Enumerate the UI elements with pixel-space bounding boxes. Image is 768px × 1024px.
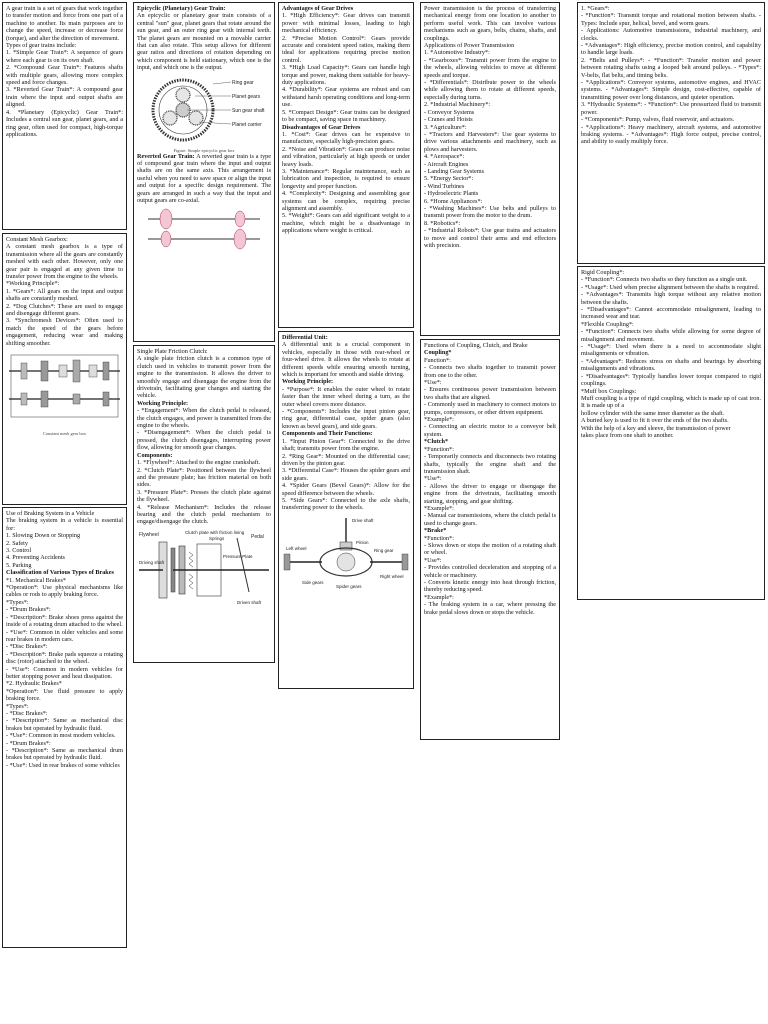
reverted-gear-figure — [144, 207, 264, 251]
epicyclic-panel: Epicyclic (Planetary) Gear Train: An epicyclic or planetary gear train consists of a central "sun" gear, planet gears that rotate around the sun gear, and an outer ring gear with internal teeth. The planet gears are mounted on a movable carrier that can also rotate. This setup allows for different gear ratios and directions of rotation depending on which component is held stationary, which one is the input, and which one is the output. Ring gear Planet gears Sun gear shaft Planet carrier Figure: Simple epicyclic gear box Reverted Gear Train: A reverted gear train is a type of compound gear train where the input and output shafts are on the same axis. This arrangement is useful when you need to save space or align the input and output for a specific design requirement. The gears are arranged in such a way that the input and output gears are co-axial. — [133, 2, 275, 342]
drive-shaft-label: Drive shaft — [352, 517, 374, 523]
springs-label: Springs — [209, 535, 225, 541]
ring-gear-label: Ring gear — [232, 79, 254, 86]
gears-belts-hydraulic-panel: 1. *Gears*: - *Function*: Transmit torque and rotational motion between shafts. - Types: Include spur, helical, bevel, and worm gears. - Applications: Automotive transmissions, industrial machinery, and clocks. - *Advantages*: High efficiency, precise motion control, and capability to handle large loads. 2. *Belts and Pulleys*: - *Function*: Transfer motion and power between rotating shafts using a looped belt around pulleys. - *Types*: V-belts, flat belts, and timing belts. - *Applications*: Conveyor systems, automotive engines, and HVAC systems. - *Advantages*: Simple design, cost-effective, capable of transmitting power over long distances, and quieter operation. 3. *Hydraulic Systems*: - *Function*: Use pressurized fluid to transmit power. - *Components*: Pump, valves, fluid reservoir, and actuators. - *Applications*: Heavy machinery, aircraft systems, and automotive braking systems. - *Advantages*: High force output, precise control, and ability to easily multiply force. — [577, 2, 765, 264]
pedal-label: Pedal — [251, 533, 264, 540]
side-gears-label: Side gears — [302, 579, 324, 585]
clutch-figure — [137, 528, 271, 608]
clutch-working-title: Working Principle: — [137, 399, 189, 407]
differential-title: Differential Unit: — [282, 334, 328, 341]
differential-figure — [282, 514, 410, 594]
power-transmission-panel: Power transmission is the process of transferring mechanical energy from one location to another to perform useful work. This can involve various mechanisms such as gears, belts, chains, shafts, and couplings. Applications of Power Transmission 1. *Automotive Industry*: - *Gearboxes*: Transmit power from the engine to the wheels, allowing vehicles to move at different speeds and torque. - *Differentials*: Distribute power to the wheels while allowing them to rotate at different speeds, especially during turns. 2. *Industrial Machinery*: - Conveyor Systems - Cranes and Hoists 3. *Agriculture*: - *Tractors and Harvesters*: Use gear systems to drive various attachments and machinery, such as plows and harvesters. 4. *Aerospace*: - Aircraft Engines - Landing Gear Systems 5. *Energy Sector*: - Wind Turbines - Hydroelectric Plants 6. *Home Appliances*: - *Washing Machines*: Use belts and pulleys to transmit power from the motor to the drum. 8. *Robotics*: - *Industrial Robots*: Use gear trains and actuators to move and control their arms and end effectors with precision. — [420, 2, 560, 336]
clutch-plate-label: Clutch plate with friction lining — [185, 529, 245, 535]
differential-working-title: Working Principle: — [282, 378, 334, 386]
right-wheel-label: Right wheel — [380, 573, 404, 579]
pinion-label: Pinion — [356, 539, 369, 545]
couplings-panel: Rigid Coupling*: - *Function*: Connects two shafts so they function as a single unit. - *Usage*: Used when precise alignment between the shafts is required. - *Advantages*: Transmits high torque without any relative motion between the shafts. - *Disadvantages*: Cannot accommodate misalignment, leading to increased wear and tear. *Flexible Coupling*: - *Function*: Connects two shafts while allowing for some degree of misalignment and movement. - *Usage*: Used when there is a need to accommodate slight misalignments or vibration. - *Advantages*: Reduces stress on shafts and bearings by absorbing misalignments and vibrations. - *Disadvantages*: Typically handles lower torque compared to rigid couplings. *Muff box Couplings: Muff coupling is a type of rigid coupling, which is made up of cast iron. It is made up of a hollow cylinder with the same inner diameter as the shaft. A buried key is used to fit it over the ends of the two shafts. With the help of a key and sleeve, the transmission of power takes place from one shaft to another. — [577, 266, 765, 600]
gear-drives-panel: Advantages of Gear Drives 1. *High Efficiency*: Gear drives can transmit power with minimal losses, leading to high mechanical efficiency. 2. *Precise Motion Control*: Gears provide accurate and consistent speed ratios, making them ideal for applications requiring precise motion control. 3. *High Load Capacity*: Gears can handle high torque and power, making them suitable for heavy-duty applications. 4. *Durability*: Gear systems are robust and can withstand harsh operating conditions and long-term use. 5. *Compact Design*: Gear trains can be designed to be compact, saving space in machinery. Disadvantages of Gear Drives 1. *Cost*: Gear drives can be expensive to manufacture, especially high-precision gears. 2. *Noise and Vibration*: Gears can produce noise and vibration, particularly at high speeds or under heavy loads. 3. *Maintenance*: Regular maintenance, such as lubrication and inspection, is required to ensure longevity and proper function. 4. *Complexity*: Designing and assembling gear systems can be complex, requiring precise alignment and assembly. 5. *Weight*: Gears can add significant weight to a machine, which might be a disadvantage in applications where weight is critical. — [278, 2, 414, 328]
epicyclic-caption: Figure: Simple epicyclic gear box — [173, 147, 235, 153]
differential-panel: Differential Unit: A differential unit is a crucial component in vehicles, especially in those with rear-wheel or four-wheel drive. It allows the wheels to rotate at different speeds while ensuring smooth turning, which is important for smooth and stable driving. Working Principle: - *Purpose*: It enables the outer wheel to rotate faster than the inner wheel during a turn, as the outer wheel covers more distance. - *Components*: Includes the input pinion gear, ring gear, differential case, spider gears (also known as bevel gears), and side gears. Components and Their Functions: 1. *Input Pinion Gear*: Connected to the drive shaft; transmits power from the engine. 2. *Ring Gear*: Mounted on the differential case; driven by the pinion gear. 3. *Differential Case*: Houses the spider gears and side gears. 4. *Spider Gears (Bevel Gears)*: Allow for the speed difference between the wheels. 5. *Side Gears*: Connected to the axle shafts, transferring power to the wheels. Drive shaft Pinion Ring gear Left wheel Right wheel Side gears Spider gears — [278, 331, 414, 689]
coupling-clutch-brake-panel: Functions of Coupling, Clutch, and Brake Coupling* Function*: - Connects two shafts together to transmit power from one to the other. *Use*: - Ensures continuous power transmission between two shafts that are aligned. - Commonly used in machinery to connect motors to pumps, compressors, or other driven equipment. *Example*: - Connecting an electric motor to a conveyor belt system. *Clutch* *Function*: - Temporarily connects and disconnects two rotating shafts, typically the engine shaft and the transmission shaft. *Use*: - Allows the driver to engage or disengage the engine from the drivetrain, facilitating smooth starting, stopping, and gear shifting. *Example*: - Manual car transmissions, where the clutch pedal is used to change gears. *Brake* *Function*: - Slows down or stops the motion of a rotating shaft or wheel. *Use*: - Provides controlled deceleration and stopping of a vehicle or machinery. - Converts kinetic energy into heat through friction, thereby reducing speed. *Example*: - The braking system in a car, where pressing the brake pedal slows down or stops the vehicle. — [420, 339, 560, 740]
differential-components-title: Components and Their Functions: — [282, 430, 373, 438]
advantages-title: Advantages of Gear Drives — [282, 5, 354, 12]
driving-shaft-label: Driving shaft — [139, 559, 165, 565]
gear-train-panel: A gear train is a set of gears that work together to transfer motion and force from one part of a machine to another. Its main purposes are to change the speed, increase or decrease force (torque), and alter the direction of movement. Types of gear trains include: 1. *Simple Gear Train*: A sequence of gears where each gear is on its own shaft. 2. *Compound Gear Train*: Features shafts with multiple gears, allowing more complex speed and force changes. 3. *Reverted Gear Train*: A compound gear train where the input and output shafts are aligned. 4. *Planetary (Epicyclic) Gear Train*: Includes a central sun gear, planet gears, and a ring gear, often used for compact, high-torque applications. — [2, 2, 127, 230]
clutch-components-title: Components: — [137, 451, 173, 459]
disadvantages-title: Disadvantages of Gear Drives — [282, 123, 361, 131]
reverted-title: Reverted Gear Train: — [137, 152, 195, 160]
constant-mesh-panel: Constant Mesh Gearbox: A constant mesh gearbox is a type of transmission where all the gears are constantly meshed with each other. However, only one gear pair is engaged at any given time to transfer power from the engine to the wheels. *Working Principle*: 1. *Gears*: All gears on the input and output shafts are constantly meshed. 2. *Dog Clutches*: These are used to engage and disengage different gears. 3. *Synchromesh Devices*: Often used to match the speed of the gears before engagement, reducing wear and making shifting smoother. Constant mesh gear box — [2, 233, 127, 505]
ring-gear-diff-label: Ring gear — [374, 547, 394, 553]
braking-system-panel: Use of Braking System in a Vehicle The braking system in a vehicle is essential for: 1. Slowing Down or Stopping 2. Safety 3. Control 4. Preventing Accidents 5. Parking Classification of Various Types of Brakes *1. Mechanical Brakes* *Operation*: Use physical mechanisms like cables or rods to apply braking force. *Types*: - *Drum Brakes*: - *Description*: Brake shoes press against the inside of a rotating drum attached to the wheel. - *Use*: Common in older vehicles and some rear brakes in modern cars. - *Disc Brakes*: - *Description*: Brake pads squeeze a rotating disc (rotor) attached to the wheel. - *Use*: Common in modern vehicles for better stopping power and heat dissipation. *2. Hydraulic Brakes* *Operation*: Use fluid pressure to apply braking force. *Types*: - *Disc Brakes*: - *Description*: Same as mechanical disc brakes but operated by hydraulic fluid. - *Use*: Common in most modern vehicles. - *Drum Brakes*: - *Description*: Same as mechanical drum brakes but operated by hydraulic fluid. - *Use*: Used in rear brakes of some vehicles — [2, 507, 127, 948]
constant-mesh-caption: Constant mesh gear box — [42, 431, 87, 437]
pressure-plate-label: Pressure Plate — [223, 553, 253, 559]
spider-gears-label: Spider gears — [336, 583, 362, 589]
constant-mesh-gearbox-figure — [7, 349, 122, 429]
planet-gears-label: Planet gears — [232, 93, 261, 100]
left-wheel-label: Left wheel — [286, 545, 307, 551]
epicyclic-gear-figure — [139, 74, 269, 146]
planet-carrier-label: Planet carrier — [232, 121, 262, 128]
sun-gear-shaft-label: Sun gear shaft — [232, 107, 265, 114]
epicyclic-title: Epicyclic (Planetary) Gear Train: — [137, 5, 226, 12]
clutch-panel: Single Plate Friction Clutch: A single plate friction clutch is a common type of clutch used in vehicles to transmit power from the engine to the transmission. It allows the driver to smoothly engage and disengage the engine from the drivetrain, facilitating gear changes and starting the vehicle. Working Principle: - *Engagement*: When the clutch pedal is released, the clutch engages, and power is transmitted from the engine to the wheels. - *Disengagement*: When the clutch pedal is pressed, the clutch disengages, interrupting power flow, allowing for smooth gear changes. Components: 1. *Flywheel*: Attached to the engine crankshaft. 2. *Clutch Plate*: Positioned between the flywheel and the pressure plate; has friction material on both sides. 3. *Pressure Plate*: Presses the clutch plate against the flywheel. 4. *Release Mechanism*: Includes the release bearing and the clutch pedal mechanism to engage/disengage the clutch. Flywheel Clutch plate with friction lining Springs Pressure Plate Pedal Driving shaft Driven shaft — [133, 345, 275, 663]
flywheel-label: Flywheel — [139, 531, 159, 538]
brakes-classification-title: Classification of Various Types of Brakes — [6, 569, 114, 577]
driven-shaft-label: Driven shaft — [237, 599, 262, 605]
